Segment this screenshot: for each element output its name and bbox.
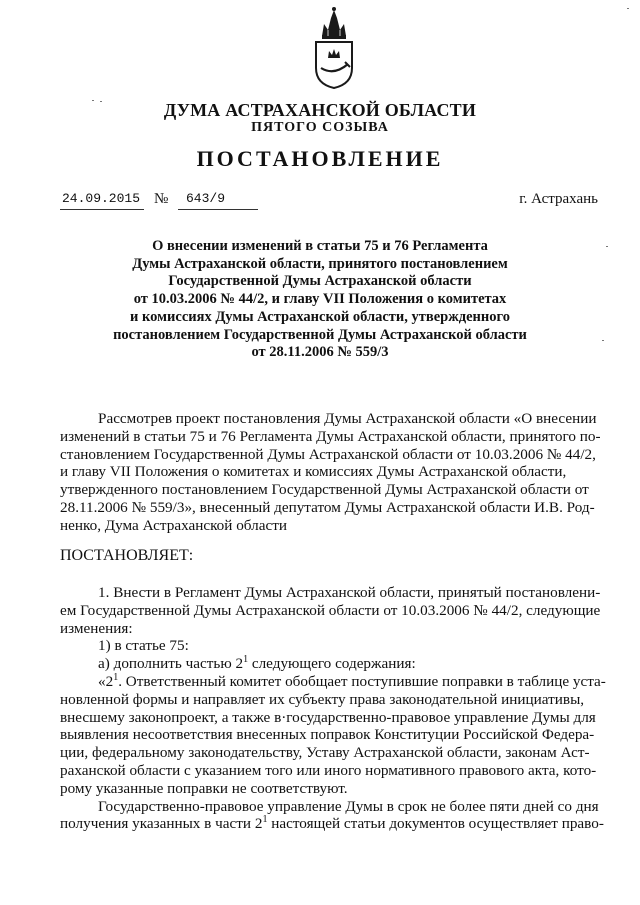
scan-speck bbox=[92, 100, 94, 101]
title-line: и комиссиях Думы Астраханской области, утвержденного bbox=[130, 308, 510, 325]
document-type: ПОСТАНОВЛЕНИЕ bbox=[196, 146, 444, 171]
text-line: изменения: bbox=[60, 619, 133, 637]
text-line: 1. Внести в Регламент Думы Астраханской области, принятый постановлени- bbox=[98, 584, 601, 601]
title-line: Государственной Думы Астраханской области bbox=[168, 273, 472, 290]
text-span: следующего содержания: bbox=[248, 655, 416, 673]
resolves-heading: ПОСТАНОВЛЯЕТ: bbox=[60, 547, 194, 564]
text-line: Государственно-правовое управление Думы в срок не более пяти дней со дня bbox=[98, 797, 599, 815]
text-line: утвержденного постановлением Государственной Думы Астраханской области от bbox=[60, 481, 589, 499]
text-line: становлением Государственной Думы Астраханской области от 10.03.2006 № 44/2, bbox=[60, 445, 596, 463]
text-span: . Ответственный комитет обобщает поступившие поправки в таблице уста- bbox=[118, 672, 606, 690]
document-number: 643/9 bbox=[186, 191, 226, 206]
text-span: настоящей статьи документов осуществляет право- bbox=[267, 815, 604, 833]
organization-name: ДУМА АСТРАХАНСКОЙ ОБЛАСТИ bbox=[163, 100, 477, 120]
text-span: получения указанных в части 2 bbox=[60, 815, 263, 833]
quote-first-line bbox=[60, 671, 606, 691]
scan-speck bbox=[602, 340, 604, 341]
superscript: 1 bbox=[262, 814, 268, 826]
text-span: а) дополнить частью 2 bbox=[98, 655, 244, 673]
number-sign: № bbox=[154, 191, 169, 207]
item-1-paragraph bbox=[60, 584, 606, 833]
subitem-a-line bbox=[60, 655, 594, 673]
city: г. Астрахань bbox=[519, 191, 598, 207]
scan-speck bbox=[606, 246, 608, 247]
scan-speck bbox=[627, 8, 629, 9]
preamble-paragraph bbox=[60, 410, 601, 535]
title-line: от 28.11.2006 № 559/3 bbox=[251, 344, 389, 361]
superscript: 1 bbox=[243, 654, 249, 666]
text-line: и главу VII Положения о комитетах и комиссиях Думы Астраханской области, bbox=[60, 463, 567, 481]
title-line: О внесении изменений в статьи 75 и 76 Регламента bbox=[152, 238, 488, 254]
text-line: рому указанные поправки не соответствуют. bbox=[60, 779, 348, 797]
document-title bbox=[60, 238, 580, 362]
text-line: 28.11.2006 № 559/3», внесенный депутатом Думы Астраханской области И.В. Род- bbox=[60, 498, 595, 516]
text-line: ем Государственной Думы Астраханской области от 10.03.2006 № 44/2, следующие bbox=[60, 601, 601, 619]
title-line: Думы Астраханской области, принятого постановлением bbox=[132, 255, 508, 272]
superscript: 1 bbox=[113, 671, 119, 683]
date-underline bbox=[60, 209, 144, 210]
text-line: новленной формы и направляет их субъекту права законодательной инициативы, bbox=[60, 690, 585, 708]
document-date: 24.09.2015 bbox=[62, 191, 141, 206]
text-line: раханской области с указанием того или иного нормативного правового акта, кото- bbox=[60, 761, 597, 779]
title-line: постановлением Государственной Думы Астраханской области bbox=[113, 326, 527, 343]
text-line: изменений в статьи 75 и 76 Регламента Думы Астраханской области, принятого по- bbox=[60, 427, 601, 445]
text-line: ненко, Дума Астраханской области bbox=[60, 516, 287, 534]
scan-speck bbox=[100, 101, 102, 102]
title-line: от 10.03.2006 № 44/2, и главу VII Положения о комитетах bbox=[133, 291, 507, 308]
convocation: ПЯТОГО СОЗЫВА bbox=[251, 120, 389, 135]
text-line: ции, федеральному законодательству, Уставу Астраханской области, законам Аст- bbox=[60, 744, 590, 762]
text-span: «2 bbox=[98, 672, 114, 690]
text-line: Рассмотрев проект постановления Думы Астраханской области «О внесении bbox=[98, 410, 597, 427]
coat-of-arms-emblem bbox=[308, 6, 360, 90]
last-line bbox=[60, 814, 604, 833]
text-line: выявления несоответствия внесенных поправок Конституции Российской Федера- bbox=[60, 726, 595, 744]
text-line: внесшему законопроект, а также в·государственно-правовое управление Думы для bbox=[60, 708, 596, 726]
number-underline bbox=[178, 209, 258, 210]
article-75-line: 1) в статье 75: bbox=[98, 637, 189, 655]
